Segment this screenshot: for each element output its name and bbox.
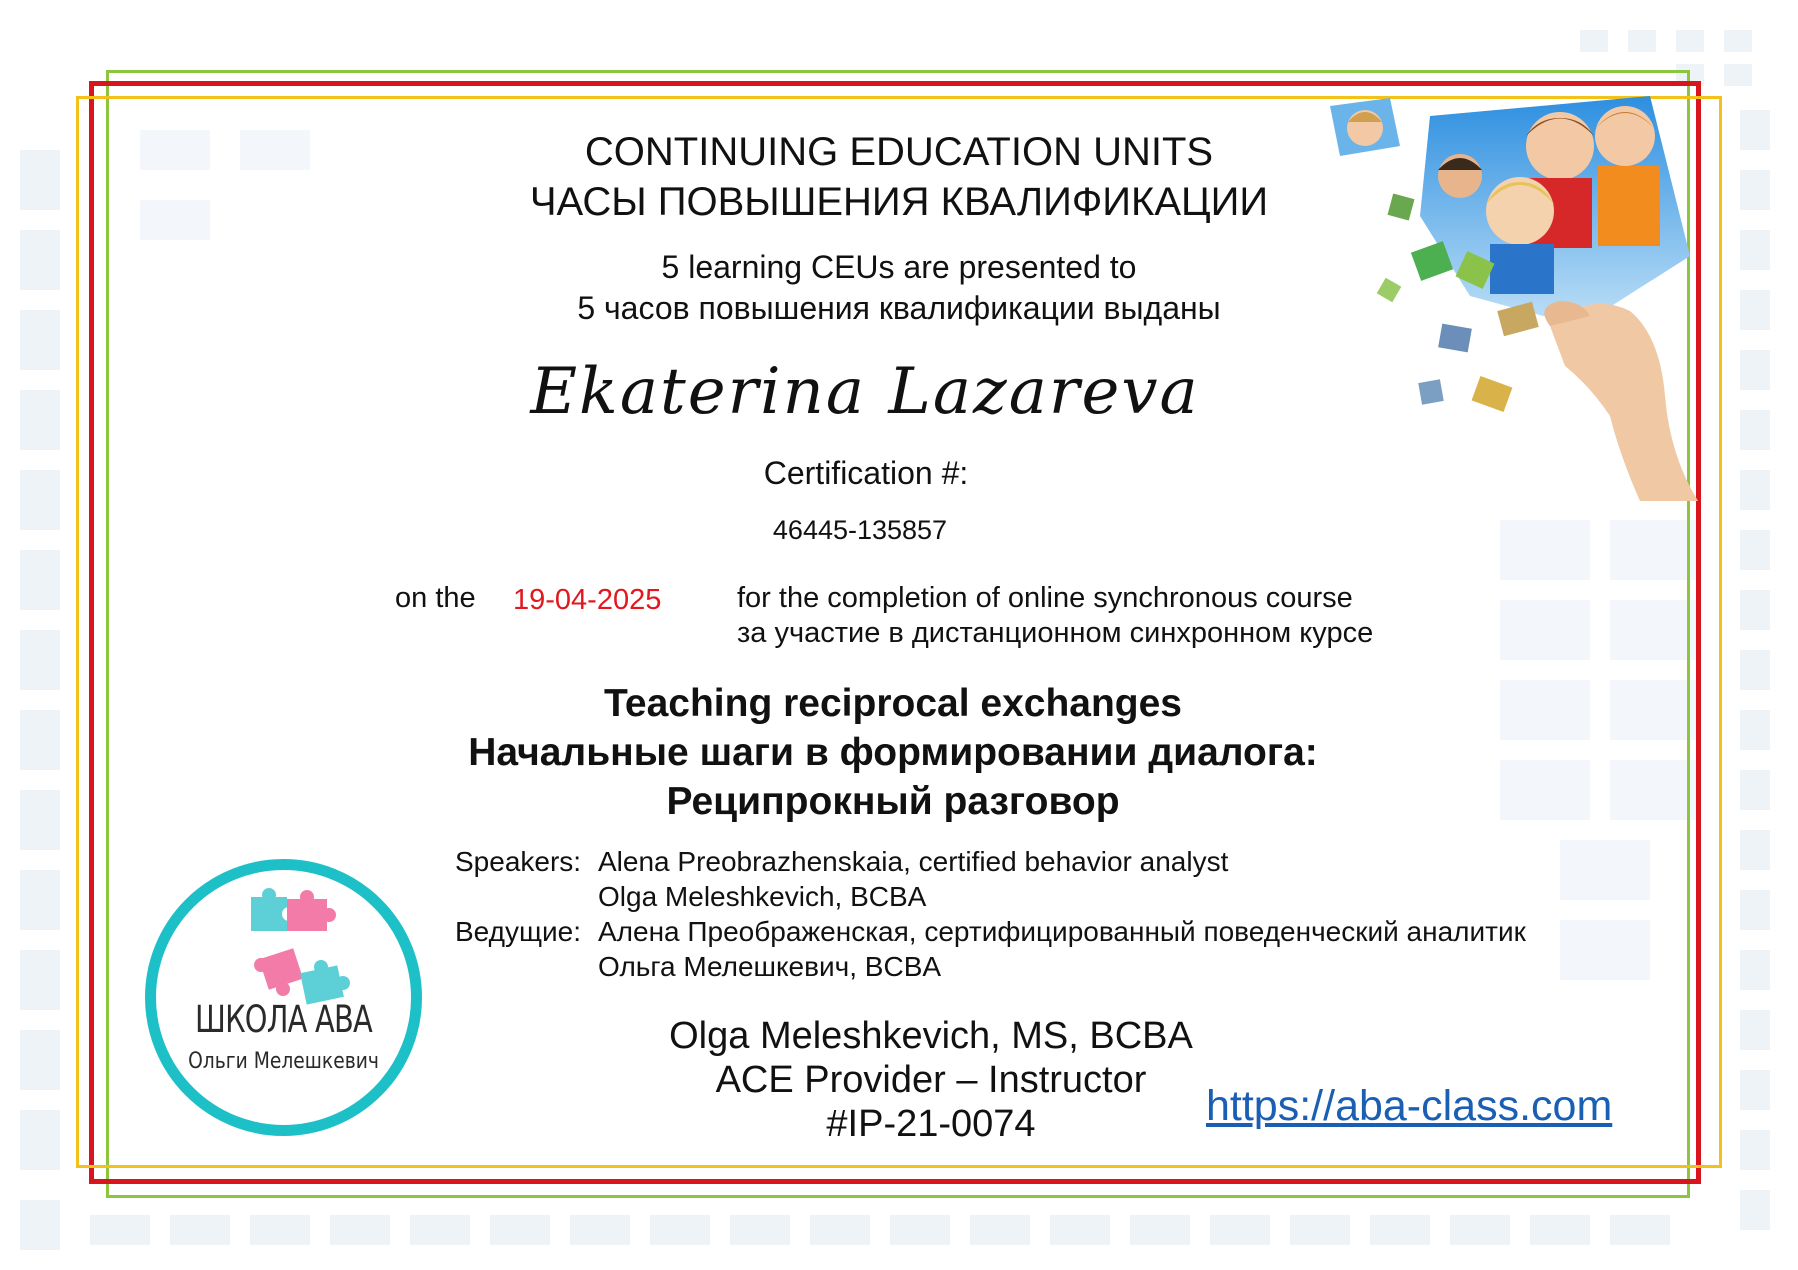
speaker-en-1: Alena Preobrazhenskaia, certified behavior analyst [598, 846, 1229, 877]
signer-role: ACE Provider – Instructor [715, 1059, 1147, 1101]
presented-ru: 5 часов повышения квалификации выданы [577, 290, 1221, 326]
speaker-ru-1: Алена Преображенская, сертифицированный поведенческий аналитик [598, 916, 1526, 947]
speakers-en-row-1 [455, 844, 1526, 879]
speakers-ru-row-1 [455, 914, 1526, 949]
logo-title: ШКОЛА АВА [195, 998, 372, 1041]
speakers-label-ru: Ведущие: [455, 916, 581, 947]
completion-ru: за участие в дистанционном синхронном курсе [737, 617, 1374, 649]
on-the-label: on the [395, 582, 476, 614]
completion-en: for the completion of online synchronous course [737, 582, 1353, 614]
speakers-label-en: Speakers: [455, 846, 582, 877]
course-title-ru-line-2: Реципрокный разговор [666, 780, 1120, 823]
logo-subtitle: Ольги Мелешкевич [188, 1049, 379, 1074]
recipient-name: Ekaterina Lazareva [530, 355, 1200, 429]
provider-id: #IP-21-0074 [826, 1103, 1036, 1145]
signer-name: Olga Meleshkevich, MS, BCBA [669, 1015, 1193, 1057]
course-title-en: Teaching reciprocal exchanges [603, 682, 1182, 725]
speakers-ru-row-2 [455, 949, 1526, 984]
speakers-en-row-2 [455, 879, 1526, 914]
speakers-block [455, 844, 1526, 984]
certification-label: Certification #: [763, 455, 969, 491]
title-en: CONTINUING EDUCATION UNITS [584, 130, 1214, 174]
certification-number: 46445-135857 [772, 515, 948, 545]
course-title-ru-line-1: Начальные шаги в формировании диалога: [468, 731, 1318, 774]
speaker-en-2: Olga Meleshkevich, BCBA [598, 881, 927, 912]
website-link[interactable]: https://aba-class.com [1206, 1082, 1613, 1130]
completion-date: 19-04-2025 [513, 584, 662, 616]
title-ru: ЧАСЫ ПОВЫШЕНИЯ КВАЛИФИКАЦИИ [529, 180, 1269, 224]
speaker-ru-2: Ольга Мелешкевич, BCBA [598, 951, 942, 982]
presented-en: 5 learning CEUs are presented to [661, 249, 1137, 285]
